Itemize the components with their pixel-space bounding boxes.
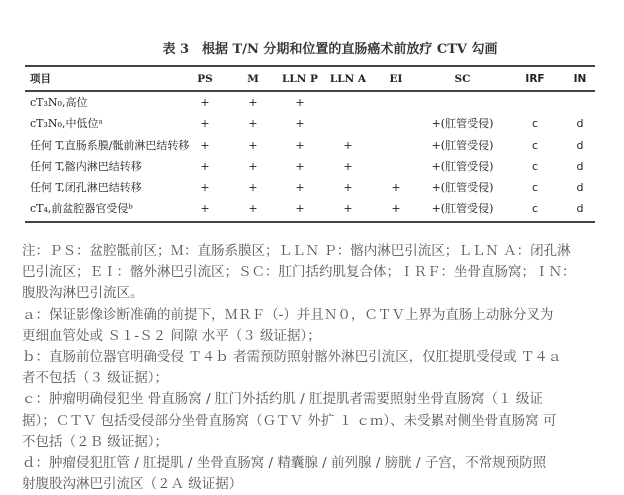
row-label: cT₃N₀,高位	[30, 96, 88, 109]
table-cell: +(肛管受侵)	[431, 181, 494, 195]
table-cell: +	[248, 138, 258, 152]
table-cell: +	[391, 202, 401, 216]
header-cell: LLN A	[329, 73, 367, 85]
row-label: cT₃N₀,中低位ᵃ	[30, 117, 103, 131]
table-cell: +	[343, 138, 353, 152]
table-row	[25, 156, 595, 177]
table-cell: +(肛管受侵)	[431, 202, 494, 216]
table-row	[25, 177, 595, 198]
row-label: 任何 T,直肠系膜/骶前淋巴结转移	[30, 138, 190, 152]
table-cell: +	[343, 202, 353, 216]
table-cell: +	[200, 181, 210, 195]
table-cell: +	[295, 202, 305, 216]
table-cell: +	[343, 159, 353, 173]
note-line: 不包括（２Ｂ 级证据）；	[22, 433, 169, 450]
note-line: 注：ＰＳ：盆腔骶前区；Ｍ：直肠系膜区；ＬＬＮ Ｐ：髂内淋巴引流区；ＬＬＮ Ａ：闭孔淋	[22, 243, 571, 259]
table-top-rule	[25, 65, 595, 67]
table-cell: +	[343, 181, 353, 195]
header-cell: SC	[454, 73, 471, 85]
table-cell: d	[576, 117, 584, 131]
table-cell: c	[531, 159, 539, 173]
table-row	[25, 135, 595, 156]
table-row	[25, 198, 595, 219]
table-cell: +	[200, 138, 210, 152]
table-cell: +	[200, 202, 210, 216]
table-cell: +	[295, 96, 305, 109]
table-cell: +	[295, 117, 305, 131]
header-cell: 项目	[30, 73, 51, 85]
table-title: 表 3 根据 T/N 分期和位置的直肠癌术前放疗 CTV 勾画	[162, 42, 498, 57]
table-cell: +	[248, 181, 258, 195]
header-cell: M	[247, 73, 259, 85]
header-cell: LLN P	[282, 73, 318, 85]
table-cell: +	[248, 117, 258, 131]
table-cell: +	[295, 138, 305, 152]
table-header-row	[25, 68, 595, 90]
table-notes	[22, 241, 622, 495]
table-cell: c	[531, 202, 539, 216]
table-cell: c	[531, 138, 539, 152]
note-line: ｃ：肿瘤明确侵犯坐 骨直肠窝 / 肛门外括约肌 / 肛提肌者需要照射坐骨直肠窝（１ 级证	[22, 391, 543, 408]
table-cell: +	[248, 202, 258, 216]
row-label: 任何 T,闭孔淋巴结转移	[30, 181, 142, 195]
table-cell: +	[248, 96, 258, 109]
table-cell: +	[200, 117, 210, 131]
table-cell: +	[248, 159, 258, 173]
table-cell: +	[200, 96, 210, 109]
table-bottom-rule	[25, 221, 595, 223]
note-line: ａ：保证影像诊断准确的前提下，ＭＲＦ（-）并且Ｎ０，ＣＴＶ上界为直肠上动脉分叉为	[22, 306, 554, 323]
table-row	[25, 92, 595, 113]
row-label: cT₄,前盆腔器官受侵ᵇ	[30, 202, 133, 216]
table-row	[25, 113, 595, 134]
table-cell: c	[531, 117, 539, 131]
header-cell: PS	[197, 73, 213, 85]
note-line: ｄ：肿瘤侵犯肛管 / 肛提肌 / 坐骨直肠窝 / 精囊腺 / 前列腺 / 膀胱 / 子宫，不常规预防照	[22, 455, 547, 472]
note-line: 据）；ＣＴＶ 包括受侵部分坐骨直肠窝（ＧＴＶ 外扩 １ ｃｍ）、未受累对侧坐骨直肠窝 可	[22, 412, 557, 429]
note-line: 更细血管处或 Ｓ１-Ｓ２ 间隙 水平（３ 级证据）；	[22, 327, 321, 344]
ctv-table	[25, 68, 595, 220]
note-line: 射腹股沟淋巴引流区（２Ａ 级证据）	[22, 476, 243, 493]
table-cell: +(肛管受侵)	[431, 117, 494, 131]
table-cell: c	[531, 181, 539, 195]
table-cell: +(肛管受侵)	[431, 159, 494, 173]
row-label: 任何 T,髂内淋巴结转移	[30, 159, 142, 173]
note-line: 者不包括（３ 级证据）；	[22, 370, 169, 387]
table-cell: d	[576, 138, 584, 152]
header-cell: IN	[573, 73, 587, 85]
table-cell: +	[295, 159, 305, 173]
table-cell: +	[391, 181, 401, 195]
note-line: 巴引流区；ＥＩ：髂外淋巴引流区；ＳＣ：肛门括约肌复合体；ＩＲＦ：坐骨直肠窝；ＩＮ：	[22, 264, 576, 281]
table-cell: d	[576, 181, 584, 195]
header-cell: EI	[389, 73, 403, 85]
table-cell: +	[200, 159, 210, 173]
table-cell: +	[295, 181, 305, 195]
table-cell: d	[576, 202, 584, 216]
note-line: 腹股沟淋巴引流区。	[22, 285, 144, 302]
table-cell: +(肛管受侵)	[431, 138, 494, 152]
table-cell: d	[576, 159, 584, 173]
note-line: ｂ：直肠前位器官明确受侵 Ｔ４ｂ 者需预防照射髂外淋巴引流区，仅肛提肌受侵或 Ｔ４ａ	[22, 349, 562, 366]
header-cell: IRF	[525, 73, 545, 85]
